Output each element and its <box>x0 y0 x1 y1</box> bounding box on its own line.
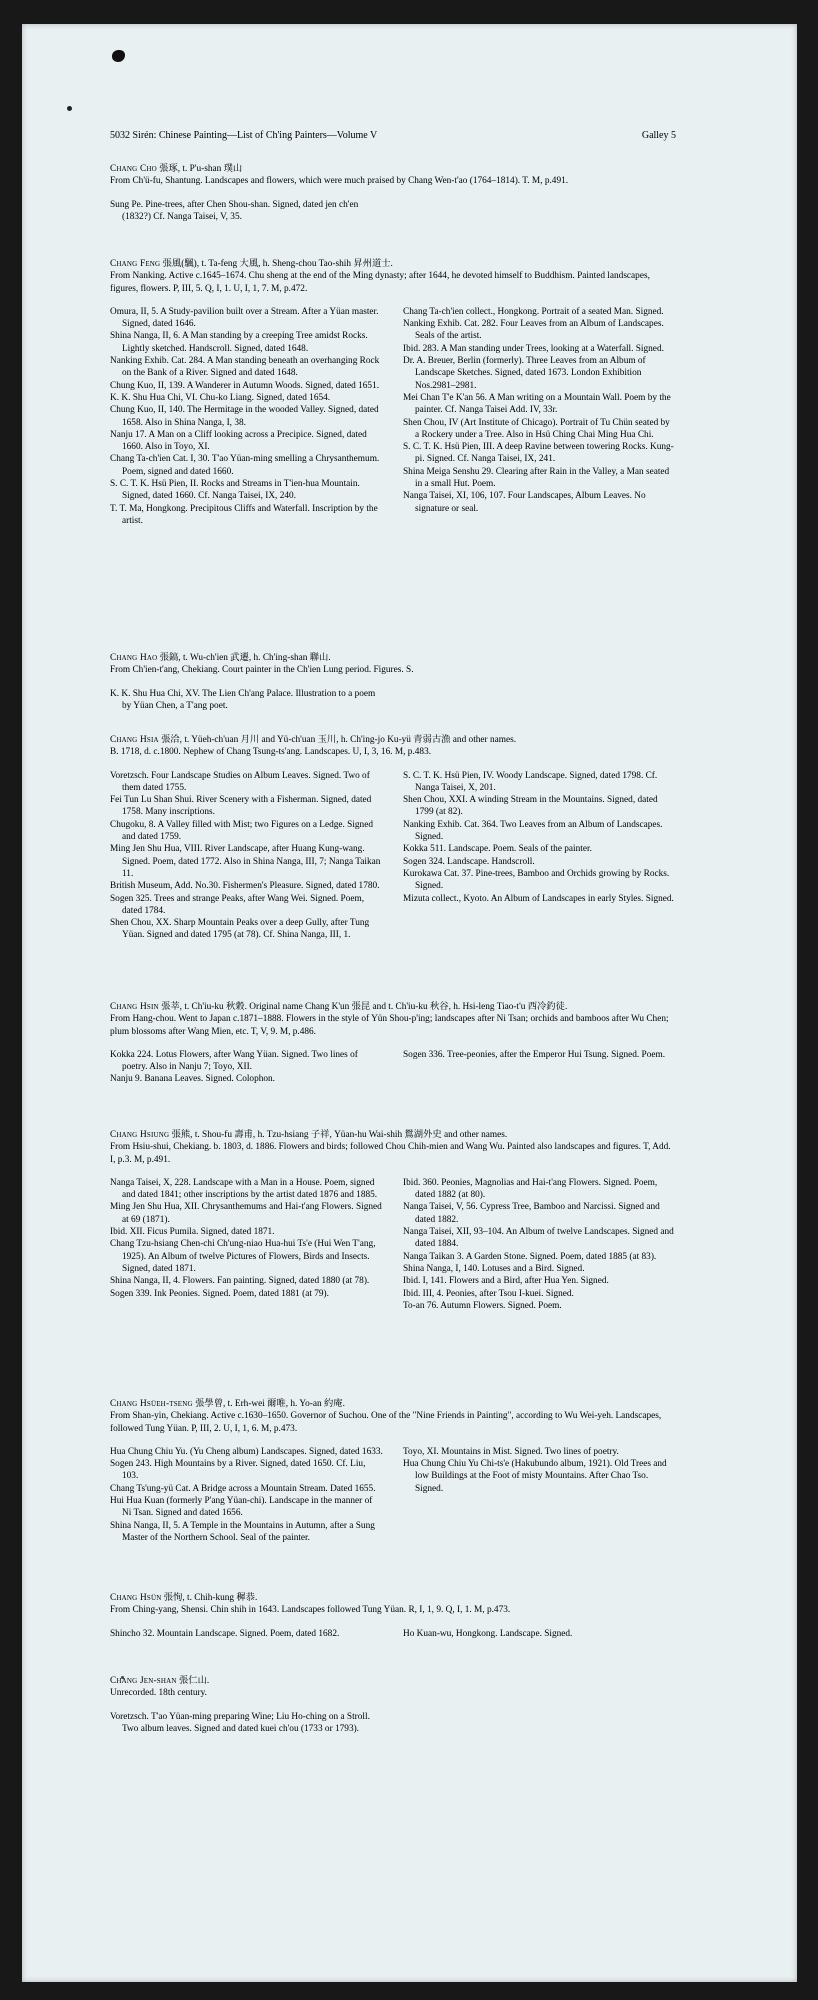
work-item: Nanga Taisei, XI, 106, 107. Four Landscapes, Album Leaves. No signature or seal. <box>403 491 646 514</box>
work-item: S. C. T. K. Hsü Pien, IV. Woody Landscape. Signed, dated 1798. Cf. Nanga Taisei, X, 201. <box>403 770 658 793</box>
work-item: Chugoku, 8. A Valley filled with Mist; two Figures on a Ledge. Signed and dated 1759. <box>110 819 373 843</box>
entry-heading <box>110 652 676 664</box>
painter-description: From Hang-chou. Went to Japan c.1871–1888. Flowers in the style of Yün Shou-p'ing; landscapes after Ni Tsan; orchids and bamboos after Wu Chen; plum blossoms after Wang Mien, etc. T, V, 9. M, p.486. <box>110 1014 669 1037</box>
entry-heading <box>110 1398 676 1410</box>
works-right-column <box>403 306 676 527</box>
work-item: Ibid. III, 4. Peonies, after Tsou I-kuei. Signed. <box>403 1288 574 1299</box>
work-item: Hua Chung Chiu Yu Chi-ts'e (Hakubundo album, 1921). Old Trees and low Buildings at the Foot of misty Mountains. After Chao Tso. Signed. <box>403 1459 667 1494</box>
works-columns <box>110 770 676 942</box>
painter-description: Unrecorded. 18th century. <box>110 1688 207 1699</box>
works-left-column <box>110 1049 383 1086</box>
work-item: K. K. Shu Hua Chi, VI. Chu-ko Liang. Signed, dated 1654. <box>110 392 331 403</box>
painter-description: From Nanking. Active c.1645–1674. Chu sheng at the end of the Ming dynasty; after 1644, he devoted himself to Buddhism. Painted landscapes, figures, flowers. P, III, 5. Q, I, 1. U, I, 1, 7. M, p.472. <box>110 271 650 294</box>
work-item: Ming Jen Shu Hua, XII. Chrysanthemums and Hai-t'ang Flowers. Signed at 69 (1871). <box>110 1202 382 1225</box>
work-item: Nanju 9. Banana Leaves. Signed. Colophon. <box>110 1074 275 1085</box>
work-item: Fei Tun Lu Shan Shui. River Scenery with a Fisherman. Signed, dated 1758. Many inscriptions. <box>110 795 372 818</box>
work-item: Ho Kuan-wu, Hongkong. Landscape. Signed. <box>403 1628 573 1639</box>
painter-name: Chang Hsün <box>110 1593 162 1603</box>
work-item: Shen Chou, XXI. A winding Stream in the Mountains. Signed, dated 1799 (at 82). <box>403 795 658 818</box>
painter-names-chinese: 張洽, t. Yüeh-ch'uan 月川 and Yü-ch'uan 玉川, h. Ch'ing-jo Ku-yü 青弱古漁 and other names. <box>158 735 517 745</box>
works-columns <box>110 199 676 224</box>
painter-names-chinese: 張莘, t. Ch'iu-ku 秋穀. Original name Chang K'un 張昆 and t. Ch'iu-ku 秋谷, h. Hsi-leng Tiao-t'u 西冷釣徒. <box>158 1002 568 1012</box>
entry-heading <box>110 734 676 746</box>
entry-chang-feng <box>110 258 676 527</box>
work-item: Omura, II, 5. A Study-pavilion built over a Stream. After a Yüan master. Signed, dated 1646. <box>110 306 379 330</box>
works-left-column <box>110 199 383 224</box>
work-item: Sogen 336. Tree-peonies, after the Emperor Hui Tsung. Signed. Poem. <box>403 1049 666 1060</box>
work-item: Shina Nanga, I, 140. Lotuses and a Bird. Signed. <box>403 1263 585 1274</box>
works-columns <box>110 1177 676 1312</box>
entry-chang-hsueh-tseng <box>110 1398 676 1544</box>
entry-chang-jen-shan <box>110 1675 676 1735</box>
painter-description: From Ch'ien-t'ang, Chekiang. Court painter in the Ch'ien Lung period. Figures. S. <box>110 665 414 676</box>
work-item: To-an 76. Autumn Flowers. Signed. Poem. <box>403 1300 562 1311</box>
work-item: Nanga Taisei, XII, 93–104. An Album of twelve Landscapes. Signed and dated 1884. <box>403 1227 674 1250</box>
entry-heading <box>110 1592 676 1604</box>
works-right-column <box>403 770 676 942</box>
work-item: Mei Chan T'e K'an 56. A Man writing on a Mountain Wall. Poem by the painter. Cf. Nanga Taisei Add. IV, 33r. <box>403 392 671 416</box>
work-item: Shina Nanga, II, 6. A Man standing by a creeping Tree amidst Rocks. Lightly sketched. Handscroll. Signed, dated 1648. <box>110 331 368 354</box>
painter-description: From Hsiu-shui, Chekiang. b. 1803, d. 1886. Flowers and birds; followed Chou Chih-mien and Wang Wu. Painted also landscapes and figures. T, Add. I, p.3. M, p.491. <box>110 1142 671 1165</box>
work-item: Nanga Taisei, V, 56. Cypress Tree, Bamboo and Narcissi. Signed and dated 1882. <box>403 1202 660 1225</box>
work-item: Sung Pe. Pine-trees, after Chen Shou-shan. Signed, dated jen ch'en (1832?) Cf. Nanga Taisei, V, 35. <box>110 199 359 222</box>
work-item: Chung Kuo, II, 139. A Wanderer in Autumn Woods. Signed, dated 1651. <box>110 380 380 391</box>
entry-chang-hsun <box>110 1592 676 1640</box>
work-item: Ibid. 283. A Man standing under Trees, looking at a Waterfall. Signed. <box>403 343 664 354</box>
work-item: Nanga Taikan 3. A Garden Stone. Signed. Poem, dated 1885 (at 83). <box>403 1251 657 1262</box>
works-columns <box>110 1049 676 1086</box>
running-header <box>110 130 676 141</box>
work-item: Shincho 32. Mountain Landscape. Signed. Poem, dated 1682. <box>110 1628 340 1639</box>
works-left-column <box>110 1446 383 1544</box>
entry-heading <box>110 1001 676 1013</box>
entry-heading <box>110 163 676 175</box>
works-right-column <box>403 1177 676 1312</box>
work-item: Shen Chou, IV (Art Institute of Chicago). Portrait of Tu Chün seated by a Rockery under a Tree. Also in Hsü Ching Chai Ming Hua Chi. <box>403 417 670 440</box>
entry-chang-hsia <box>110 734 676 942</box>
painter-name: Chang Cho <box>110 164 157 174</box>
painter-names-chinese: 張仁山. <box>176 1676 210 1686</box>
work-item: Chang Tzu-hsiang Chen-chi Ch'ung-niao Hua-hui Ts'e (Hui Wen T'ang, 1925). An Album of twelve Pictures of Flowers, Birds and Insects. Signed, dated 1871. <box>110 1239 376 1274</box>
work-item: Sogen 243. High Mountains by a River. Signed, dated 1650. Cf. Liu, 103. <box>110 1459 366 1482</box>
work-item: Shina Nanga, II, 5. A Temple in the Mountains in Autumn, after a Sung Master of the Northern School. Seal of the painter. <box>110 1520 375 1543</box>
painter-name: Chang Hsiung <box>110 1130 170 1140</box>
work-item: Ibid. I, 141. Flowers and a Bird, after Hua Yen. Signed. <box>403 1276 609 1287</box>
work-item: Mizuta collect., Kyoto. An Album of Landscapes in early Styles. Signed. <box>403 893 674 904</box>
painter-name: Chang Feng <box>110 259 161 269</box>
work-item: K. K. Shu Hua Chi, XV. The Lien Ch'ang Palace. Illustration to a poem by Yüan Chen, a T'ang poet. <box>110 688 376 711</box>
painter-description: From Ch'ü-fu, Shantung. Landscapes and flowers, which were much praised by Chang Wen-t'ao (1764–1814). T. M, p.491. <box>110 176 569 187</box>
painter-names-chinese: 張熊, t. Shou-fu 壽甫, h. Tzu-hsiang 子祥, Yüan-hu Wai-shih 鴛湖外史 and other names. <box>169 1130 508 1140</box>
work-item: Sogen 324. Landscape. Handscroll. <box>403 856 535 867</box>
work-item: Nanga Taisei, X, 228. Landscape with a Man in a House. Poem, signed and dated 1841; other inscriptions by the artist dated 1876 and 1885. <box>110 1177 378 1201</box>
entry-chang-cho <box>110 163 676 223</box>
ink-speck <box>67 106 72 111</box>
works-columns <box>110 1628 676 1640</box>
work-item: Hua Chung Chiu Yu. (Yu Cheng album) Landscapes. Signed, dated 1633. <box>110 1446 383 1457</box>
painter-names-chinese: 張學曾, t. Erh-wei 爾唯, h. Yo-an 約庵. <box>192 1399 345 1409</box>
entry-heading <box>110 258 676 270</box>
work-item: Voretzsch. Four Landscape Studies on Album Leaves. Signed. Two of them dated 1755. <box>110 770 370 793</box>
running-title: 5032 Sirén: Chinese Painting—List of Ch'ing Painters—Volume V <box>110 130 378 141</box>
work-item: Nanking Exhib. Cat. 282. Four Leaves from an Album of Landscapes. Seals of the artist. <box>403 319 664 342</box>
work-item: Nanju 17. A Man on a Cliff looking across a Precipice. Signed, dated 1660. Also in Toyo, XI. <box>110 429 367 453</box>
work-item: Shina Nanga, II, 4. Flowers. Fan painting. Signed, dated 1880 (at 78). <box>110 1276 370 1287</box>
painter-name: Chang Hsin <box>110 1002 159 1012</box>
painter-description: From Shan-yin, Chekiang. Active c.1630–1650. Governor of Suchou. One of the "Nine Friends in Painting", according to Wu Wei-yeh. Landscapes, followed Tung Yüan. P, III, 2. U, I, 1, 6. M, p.473. <box>110 1411 662 1434</box>
works-right-column <box>403 199 676 224</box>
entry-heading <box>110 1675 676 1687</box>
work-item: Nanking Exhib. Cat. 364. Two Leaves from an Album of Landscapes. Signed. <box>403 819 663 843</box>
work-item: S. C. T. K. Hsü Pien, III. A deep Ravine between towering Rocks. Kung-pi. Signed. Cf. Nanga Taisei, IX, 241. <box>403 442 674 465</box>
work-item: Chang Ts'ung-yü Cat. A Bridge across a Mountain Stream. Dated 1655. <box>110 1483 376 1494</box>
work-item: Voretzsch. T'ao Yüan-ming preparing Wine; Liu Ho-ching on a Stroll. Two album leaves. Signed and dated kuei ch'ou (1733 or 1793). <box>110 1711 370 1734</box>
work-item: Ibid. XII. Ficus Pumila. Signed, dated 1871. <box>110 1227 275 1238</box>
work-item: Ming Jen Shu Hua, VIII. River Landscape, after Huang Kung-wang. Signed. Poem, dated 1772. Also in Shina Nanga, III, 7; Nanga Taikan 11. <box>110 844 381 879</box>
work-item: Ibid. 360. Peonies, Magnolias and Hai-t'ang Flowers. Signed. Poem, dated 1882 (at 80). <box>403 1177 658 1201</box>
work-item: Kokka 511. Landscape. Poem. Seals of the painter. <box>403 844 592 855</box>
works-left-column <box>110 1711 383 1736</box>
painter-description: From Ching-yang, Shensi. Chin shih in 1643. Landscapes followed Tung Yüan. R, I, 1, 9. Q, I, 1. M, p.473. <box>110 1605 511 1616</box>
work-item: Chang Ta-ch'ien Cat. I, 30. T'ao Yüan-ming smelling a Chrysanthemum. Poem, signed and dated 1660. <box>110 454 380 477</box>
entry-heading <box>110 1129 676 1141</box>
work-item: Dr. A. Breuer, Berlin (formerly). Three Leaves from an Album of Landscape Sketches. Signed, dated 1673. London Exhibition Nos.2981–2981. <box>403 356 646 391</box>
work-item: Nanking Exhib. Cat. 284. A Man standing beneath an overhanging Rock on the Bank of a River. Signed and dated 1648. <box>110 356 380 379</box>
work-item: Kokka 224. Lotus Flowers, after Wang Yüan. Signed. Two lines of poetry. Also in Nanju 7; Toyo, XII. <box>110 1049 358 1073</box>
entry-chang-hao <box>110 652 676 712</box>
works-columns <box>110 688 676 713</box>
works-columns <box>110 306 676 527</box>
painter-name: Chang Hao <box>110 653 158 663</box>
works-right-column <box>403 688 676 713</box>
works-right-column <box>403 1628 676 1640</box>
work-item: Shina Meiga Senshu 29. Clearing after Rain in the Valley, a Man seated in a small Hut. Poem. <box>403 466 670 490</box>
work-item: S. C. T. K. Hsü Pien, II. Rocks and Streams in T'ien-hua Mountain. Signed, dated 1660. Cf. Nanga Taisei, IX, 240. <box>110 479 360 502</box>
works-right-column <box>403 1049 676 1086</box>
work-item: Sogen 325. Trees and strange Peaks, after Wang Wei. Signed. Poem, dated 1784. <box>110 893 365 916</box>
entry-chang-hsiung <box>110 1129 676 1312</box>
work-item: British Museum, Add. No.30. Fishermen's Pleasure. Signed, dated 1780. <box>110 881 380 892</box>
work-item: Hui Hua Kuan (formerly P'ang Yüan-chi). Landscape in the manner of Ni Tsan. Signed and dated 1656. <box>110 1496 373 1519</box>
works-left-column <box>110 306 383 527</box>
work-item: Sogen 339. Ink Peonies. Signed. Poem, dated 1881 (at 79). <box>110 1288 329 1299</box>
painter-name: Chang Jen-shan <box>110 1676 177 1686</box>
entry-chang-hsin <box>110 1001 676 1086</box>
work-item: T. T. Ma, Hongkong. Precipitous Cliffs and Waterfall. Inscription by the artist. <box>110 503 378 526</box>
painter-description: B. 1718, d. c.1800. Nephew of Chang Tsung-ts'ang. Landscapes. U, I, 3, 16. M, p.483. <box>110 747 432 758</box>
works-right-column <box>403 1711 676 1736</box>
painter-names-chinese: 張恂, t. Chih-kung 穉恭. <box>161 1593 258 1603</box>
work-item: Kurokawa Cat. 37. Pine-trees, Bamboo and Orchids growing by Rocks. Signed. <box>403 868 670 892</box>
works-right-column <box>403 1446 676 1544</box>
painter-names-chinese: 張鎬, t. Wu-ch'ien 武遷, h. Ch'ing-shan 聯山. <box>157 653 331 663</box>
works-columns <box>110 1711 676 1736</box>
work-item: Shen Chou, XX. Sharp Mountain Peaks over a deep Gully, after Tung Yüan. Signed and dated 1795 (at 78). Cf. Shina Nanga, III, 1. <box>110 918 370 941</box>
painter-name: Chang Hsüeh-tseng <box>110 1399 193 1409</box>
works-left-column <box>110 1177 383 1312</box>
work-item: Chang Ta-ch'ien collect., Hongkong. Portrait of a seated Man. Signed. <box>403 306 664 317</box>
galley-number: Galley 5 <box>641 130 676 141</box>
painter-names-chinese: 張風(颿), t. Ta-feng 大風, h. Sheng-chou Tao-shih 昇州道士. <box>160 259 393 269</box>
works-left-column <box>110 688 383 713</box>
painter-names-chinese: 張琢, t. P'u-shan 璞山 <box>156 164 243 174</box>
painter-name: Chang Hsia <box>110 735 159 745</box>
works-left-column <box>110 1628 383 1640</box>
works-left-column <box>110 770 383 942</box>
work-item: Toyo, XI. Mountains in Mist. Signed. Two lines of poetry. <box>403 1446 619 1457</box>
work-item: Chung Kuo, II, 140. The Hermitage in the wooded Valley. Signed, dated 1658. Also in Shina Nanga, I, 38. <box>110 405 379 428</box>
works-columns <box>110 1446 676 1544</box>
